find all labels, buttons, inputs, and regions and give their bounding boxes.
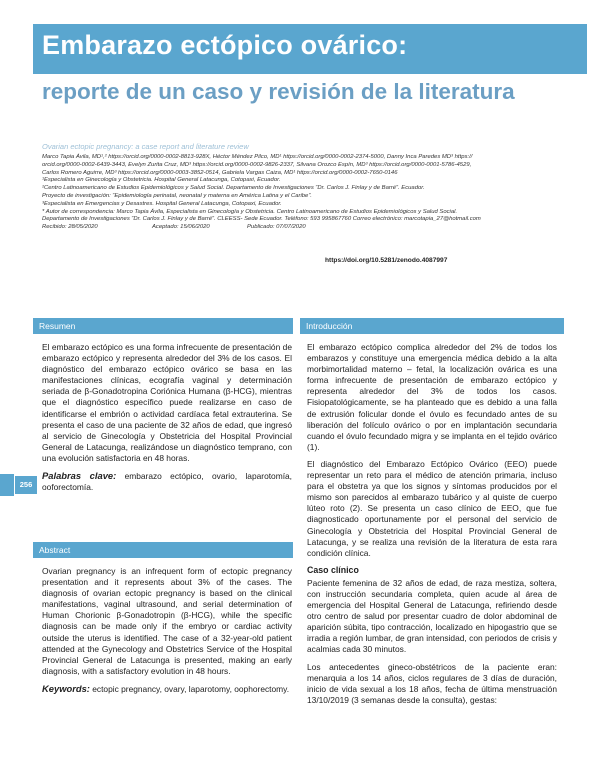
keywords-text: ectopic pregnancy, ovary, laparotomy, oophorectomy. [89, 683, 290, 694]
author-line: orcid.org/0000-0002-6439-3443, Evelyn Zurita Cruz, MD³ https://orcid.org/0000-0002-9826-2337, Silvana Orozco Espín, MD³ https://orcid.org/0000-0001-5786-4529, [42, 161, 472, 168]
doi-link[interactable]: https://doi.org/10.5281/zenodo.4087997 [325, 257, 448, 264]
dates-row [42, 224, 564, 232]
abstract-section [42, 566, 292, 701]
affiliation: ²Centro Latinoamericano de Estudios Epidemiológicos y Salud Social. Departamento de Investigaciones “Dr. Carlos J. Finlay y de Barré”. Ecuador. [42, 185, 425, 192]
english-title: Ovarian ectopic pregnancy: a case report and literature review [42, 142, 249, 151]
resumen-text: El embarazo ectópico es una forma infrecuente de presentación de embarazo ectópico y representa alrededor del 3% de los casos. El diagnóstico del embarazo ectópico ovárico se basa en las manifestaciones clínicas, ecografía vaginal y determinación seriada de β-Gonadotropina Coriónica Humana (β-HCG), mientras que el diagnóstico específico puede realizarse en caso de identificarse el embrión o actividad cardíaca fetal extrauterina. Se presenta el caso de una paciente de 32 años de edad, que ingresó al servicio de Ginecología y Obstetricia del Hospital Provincial General de Latacunga, realizándose un diagnóstico temprano, con una evolución satisfactoria en 48 horas. [42, 342, 292, 463]
keywords-text: embarazo ectópico, ovario, laparotomía, ooforectomía. [42, 471, 293, 493]
paragraph: Paciente femenina de 32 años de edad, de raza mestiza, soltera, con instrucción secundaria completa, quien acude al área de emergencia del Hospital General de Latacunga, refiriendo desde otro centro de salud por presentar cuadro de dolor abdominal de aparición súbita, tipo contracción, localizado en hipogastrio que se irradia a región lumbar, de gran intensidad, con periodos de crisis y acalmias cada 30 minutos. [307, 577, 557, 655]
correspondence: * Autor de correspondencia: Marco Tapia Ávila, Especialista en Ginecología y Obstetricia. Centro Latinoamericano de Estudios Epidemiológicos y Salud Social. [42, 208, 458, 215]
caso-clinico-heading: Caso clínico [307, 564, 359, 575]
author-block [42, 154, 564, 232]
article-subtitle: reporte de un caso y revisión de la literatura [42, 79, 515, 104]
affiliation: Proyecto de investigación: “Epidemiología perinatal, neonatal y materna en América Latina y el Caribe”. [42, 192, 312, 199]
author-line: Marco Tapia Ávila, MD¹,² https://orcid.org/0000-0002-8813-928X, Héctor Méndez Pilco, MD¹ https://orcid.org/0000-0002-2374-5000, Danny Inca Paredes MD³ https:// [42, 154, 473, 160]
resumen-heading: Resumen [33, 318, 293, 334]
introduccion-section [307, 342, 557, 712]
correspondence: Departamento de Investigaciones “Dr. Carlos J. Finlay y de Barré”. CLEESS- Sede Ecuador. Teléfono: 593 995867760 Correo electrónico: marcotapia_27@hotmail.com [42, 216, 481, 223]
divider [33, 557, 293, 558]
paragraph: El embarazo ectópico complica alrededor del 2% de todos los embarazos y constituye una emergencia médica debido a la alta morbimortalidad materno – fetal, la localización ovárica es una forma infrecuente de presentación de embarazo ectópico y representa alrededor del 3% de todos los casos. Fisiopatológicamente, se ha planteado que es debido a una falla de extrusión folicular donde el óvulo es fecundado antes de su liberación del folículo ovárico o por en implantación secundaria cuando el óvulo fecundado migra y se implanta en el tejido ovárico (1). [307, 342, 557, 452]
affiliation: ¹Especialista en Ginecología y Obstetricia. Hospital General Latacunga, Cotopaxi, Ecuador. [42, 177, 281, 184]
abstract-heading: Abstract [33, 542, 293, 558]
keywords-label: Palabras clave: [42, 470, 117, 482]
keywords-label: Keywords: [42, 682, 90, 694]
abstract-text: Ovarian pregnancy is an infrequent form of ectopic pregnancy presentation and it represents about 3% of the cases. The diagnosis of ovarian ectopic pregnancy is based on the clinical manifestations, vaginal ultrasound, and serial determination of Human Chorionic β-Gonadotropin (β-HCG), while the specific diagnosis can be made only if the embryo or cardiac activity outside the uterus is identified. The case of a 32-year-old patient attended at the Gynecology and Obstetrics Service of the Hospital Provincial General de Latacunga is presented, making an early diagnosis, with a satisfactory evolution in 48 hours. [42, 566, 292, 676]
palabras-clave [42, 470, 292, 493]
introduccion-heading: Introducción [300, 318, 564, 334]
divider [33, 333, 293, 334]
published-date: Publicado: 07/07/2020 [247, 224, 306, 231]
keywords [42, 683, 292, 695]
page-tab [0, 474, 14, 496]
page-number: 256 [15, 476, 37, 494]
affiliation: ³Especialista en Emergencias y Desastres. Hospital General Latacunga, Cotopaxi, Ecuador. [42, 200, 282, 207]
divider [300, 333, 564, 334]
author-line: Carlos Romero Aguirre, MD³ https://orcid.org/0000-0003-3852-0514, Gabriela Vargas Caiza, MD¹ https://orcid.org/0000-0002-7650-0146 [42, 169, 398, 176]
received-date: Recibido: 28/05/2020 [42, 224, 98, 231]
paragraph: El diagnóstico del Embarazo Ectópico Ovárico (EEO) puede representar un reto para el médico de atención primaria, incluso para el obstetra ya que los signos y síntomas producidos por el mismo son parecidos al embarazo tubárico y al quiste de cuerpo lúteo roto (2). Se presenta un caso clínico de EEO, que fue diagnosticado oportunamente por el personal del servicio de Ginecología y Obstetricia del Hospital Provincial General de Latacunga, y se realiza una revisión de la literatura de esta rara condición clínica. [307, 458, 557, 558]
paragraph: Los antecedentes gineco-obstétricos de la paciente eran: menarquia a los 14 años, ciclos regulares de 3 días de duración, inicio de vida sexual a los 18 años, fecha de última menstruación 13/10/2019 (3 semanas desde la consulta), gestas: [307, 661, 557, 705]
article-title: Embarazo ectópico ovárico: [42, 30, 408, 60]
accepted-date: Aceptado: 15/06/2020 [152, 224, 210, 231]
resumen-section [42, 342, 292, 499]
